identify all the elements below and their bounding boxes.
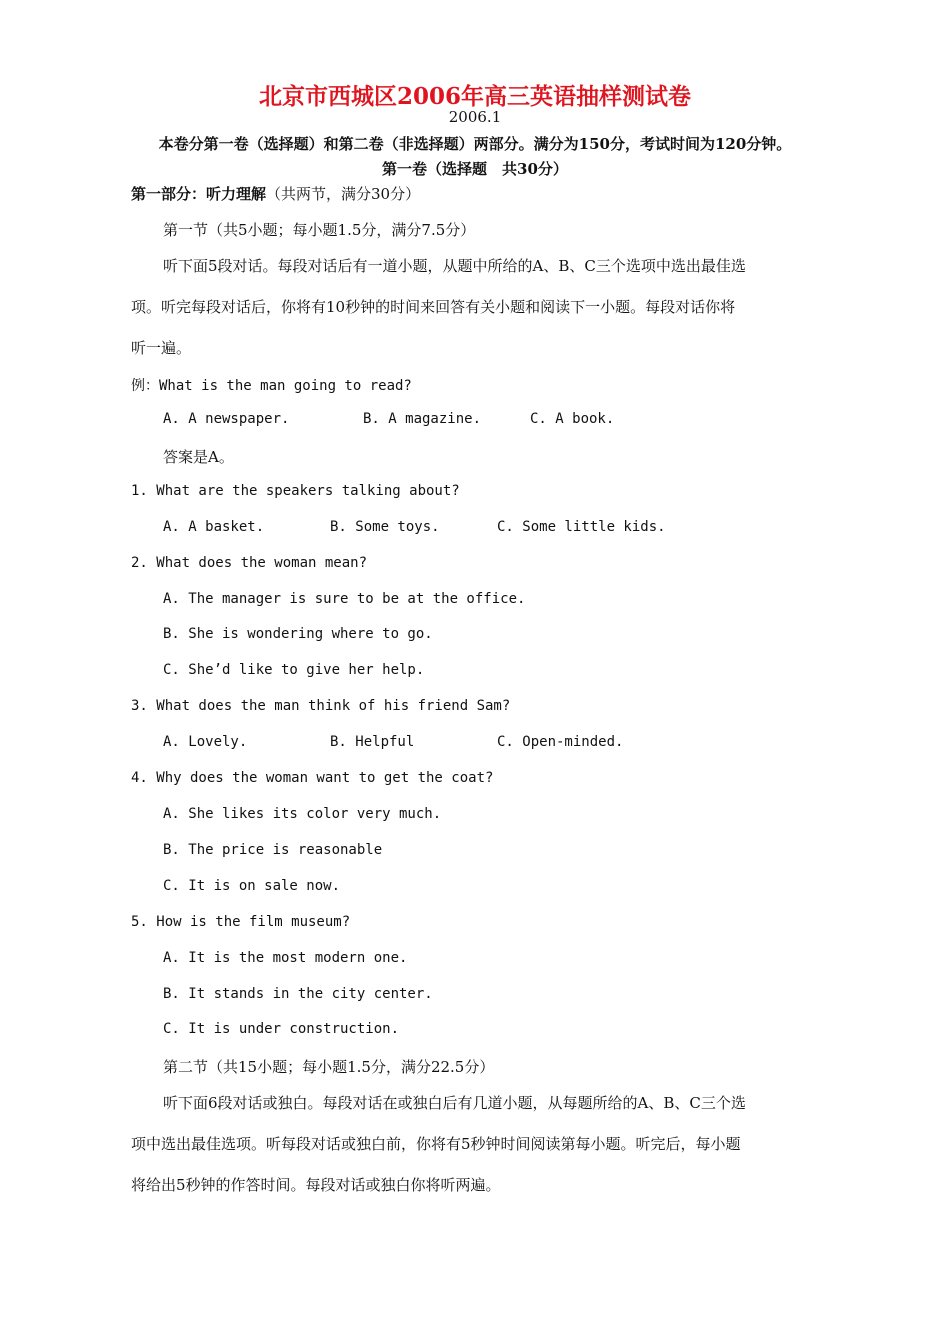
q5-option-a: A. It is the most modern one. [163,950,408,966]
volume-heading: 第一卷（选择题 共30分） [382,160,568,178]
exam-date: 2006.1 [448,108,502,126]
part1-heading-rest: （共两节，满分30分） [266,185,421,203]
example-option-a: A. A newspaper. [163,411,290,427]
q2-option-b: B. She is wondering where to go. [163,626,433,642]
instruction-line: 项。听完每段对话后，你将有10秒钟的时间来回答有关小题和阅读下一小题。每段对话你将 [131,298,736,316]
question-4: 4. Why does the woman want to get the coat? [131,770,494,786]
q1-option-c: C. Some little kids. [497,519,666,535]
q4-option-b: B. The price is reasonable [163,842,383,858]
exam-note: 本卷分第一卷（选择题）和第二卷（非选择题）两部分。满分为150分，考试时间为120分钟。 [158,135,792,153]
q1-option-b: B. Some toys. [330,519,440,535]
q2-option-a: A. The manager is sure to be at the office. [163,591,526,607]
part1-heading-bold: 第一部分：听力理解 [131,185,267,203]
question-2: 2. What does the woman mean? [131,555,368,571]
section2-instruction-line: 项中选出最佳选项。听每段对话或独白前，你将有5秒钟时间阅读第每小题。听完后，每小题 [131,1135,741,1153]
q5-option-c: C. It is under construction. [163,1021,400,1037]
q3-option-b: B. Helpful [330,734,415,750]
example-question: 例：What is the man going to read? [131,378,412,394]
q4-option-a: A. She likes its color very much. [163,806,442,822]
section2-instruction-line: 听下面6段对话或独白。每段对话在或独白后有几道小题，从每题所给的A、B、C三个选 [163,1094,746,1112]
instruction-line: 听一遍。 [131,339,192,357]
section2-title: 第二节（共15小题；每小题1.5分，满分22.5分） [163,1058,495,1076]
example-answer: 答案是A。 [163,448,234,466]
q3-option-a: A. Lovely. [163,734,248,750]
question-3: 3. What does the man think of his friend Sam? [131,698,511,714]
q2-option-c: C. She’d like to give her help. [163,662,425,678]
example-option-b: B. A magazine. [363,411,482,427]
instruction-line: 听下面5段对话。每段对话后有一道小题，从题中所给的A、B、C三个选项中选出最佳选 [163,257,746,275]
section1-title: 第一节（共5小题；每小题1.5分，满分7.5分） [163,221,476,239]
question-5: 5. How is the film museum? [131,914,351,930]
part1-heading [131,183,420,204]
q3-option-c: C. Open-minded. [497,734,624,750]
q4-option-c: C. It is on sale now. [163,878,341,894]
example-option-c: C. A book. [530,411,615,427]
question-1: 1. What are the speakers talking about? [131,483,460,499]
section2-instruction-line: 将给出5秒钟的作答时间。每段对话或独白你将听两遍。 [131,1176,501,1194]
q5-option-b: B. It stands in the city center. [163,986,433,1002]
q1-option-a: A. A basket. [163,519,265,535]
exam-title: 北京市西城区2006年高三英语抽样测试卷 [258,83,691,110]
